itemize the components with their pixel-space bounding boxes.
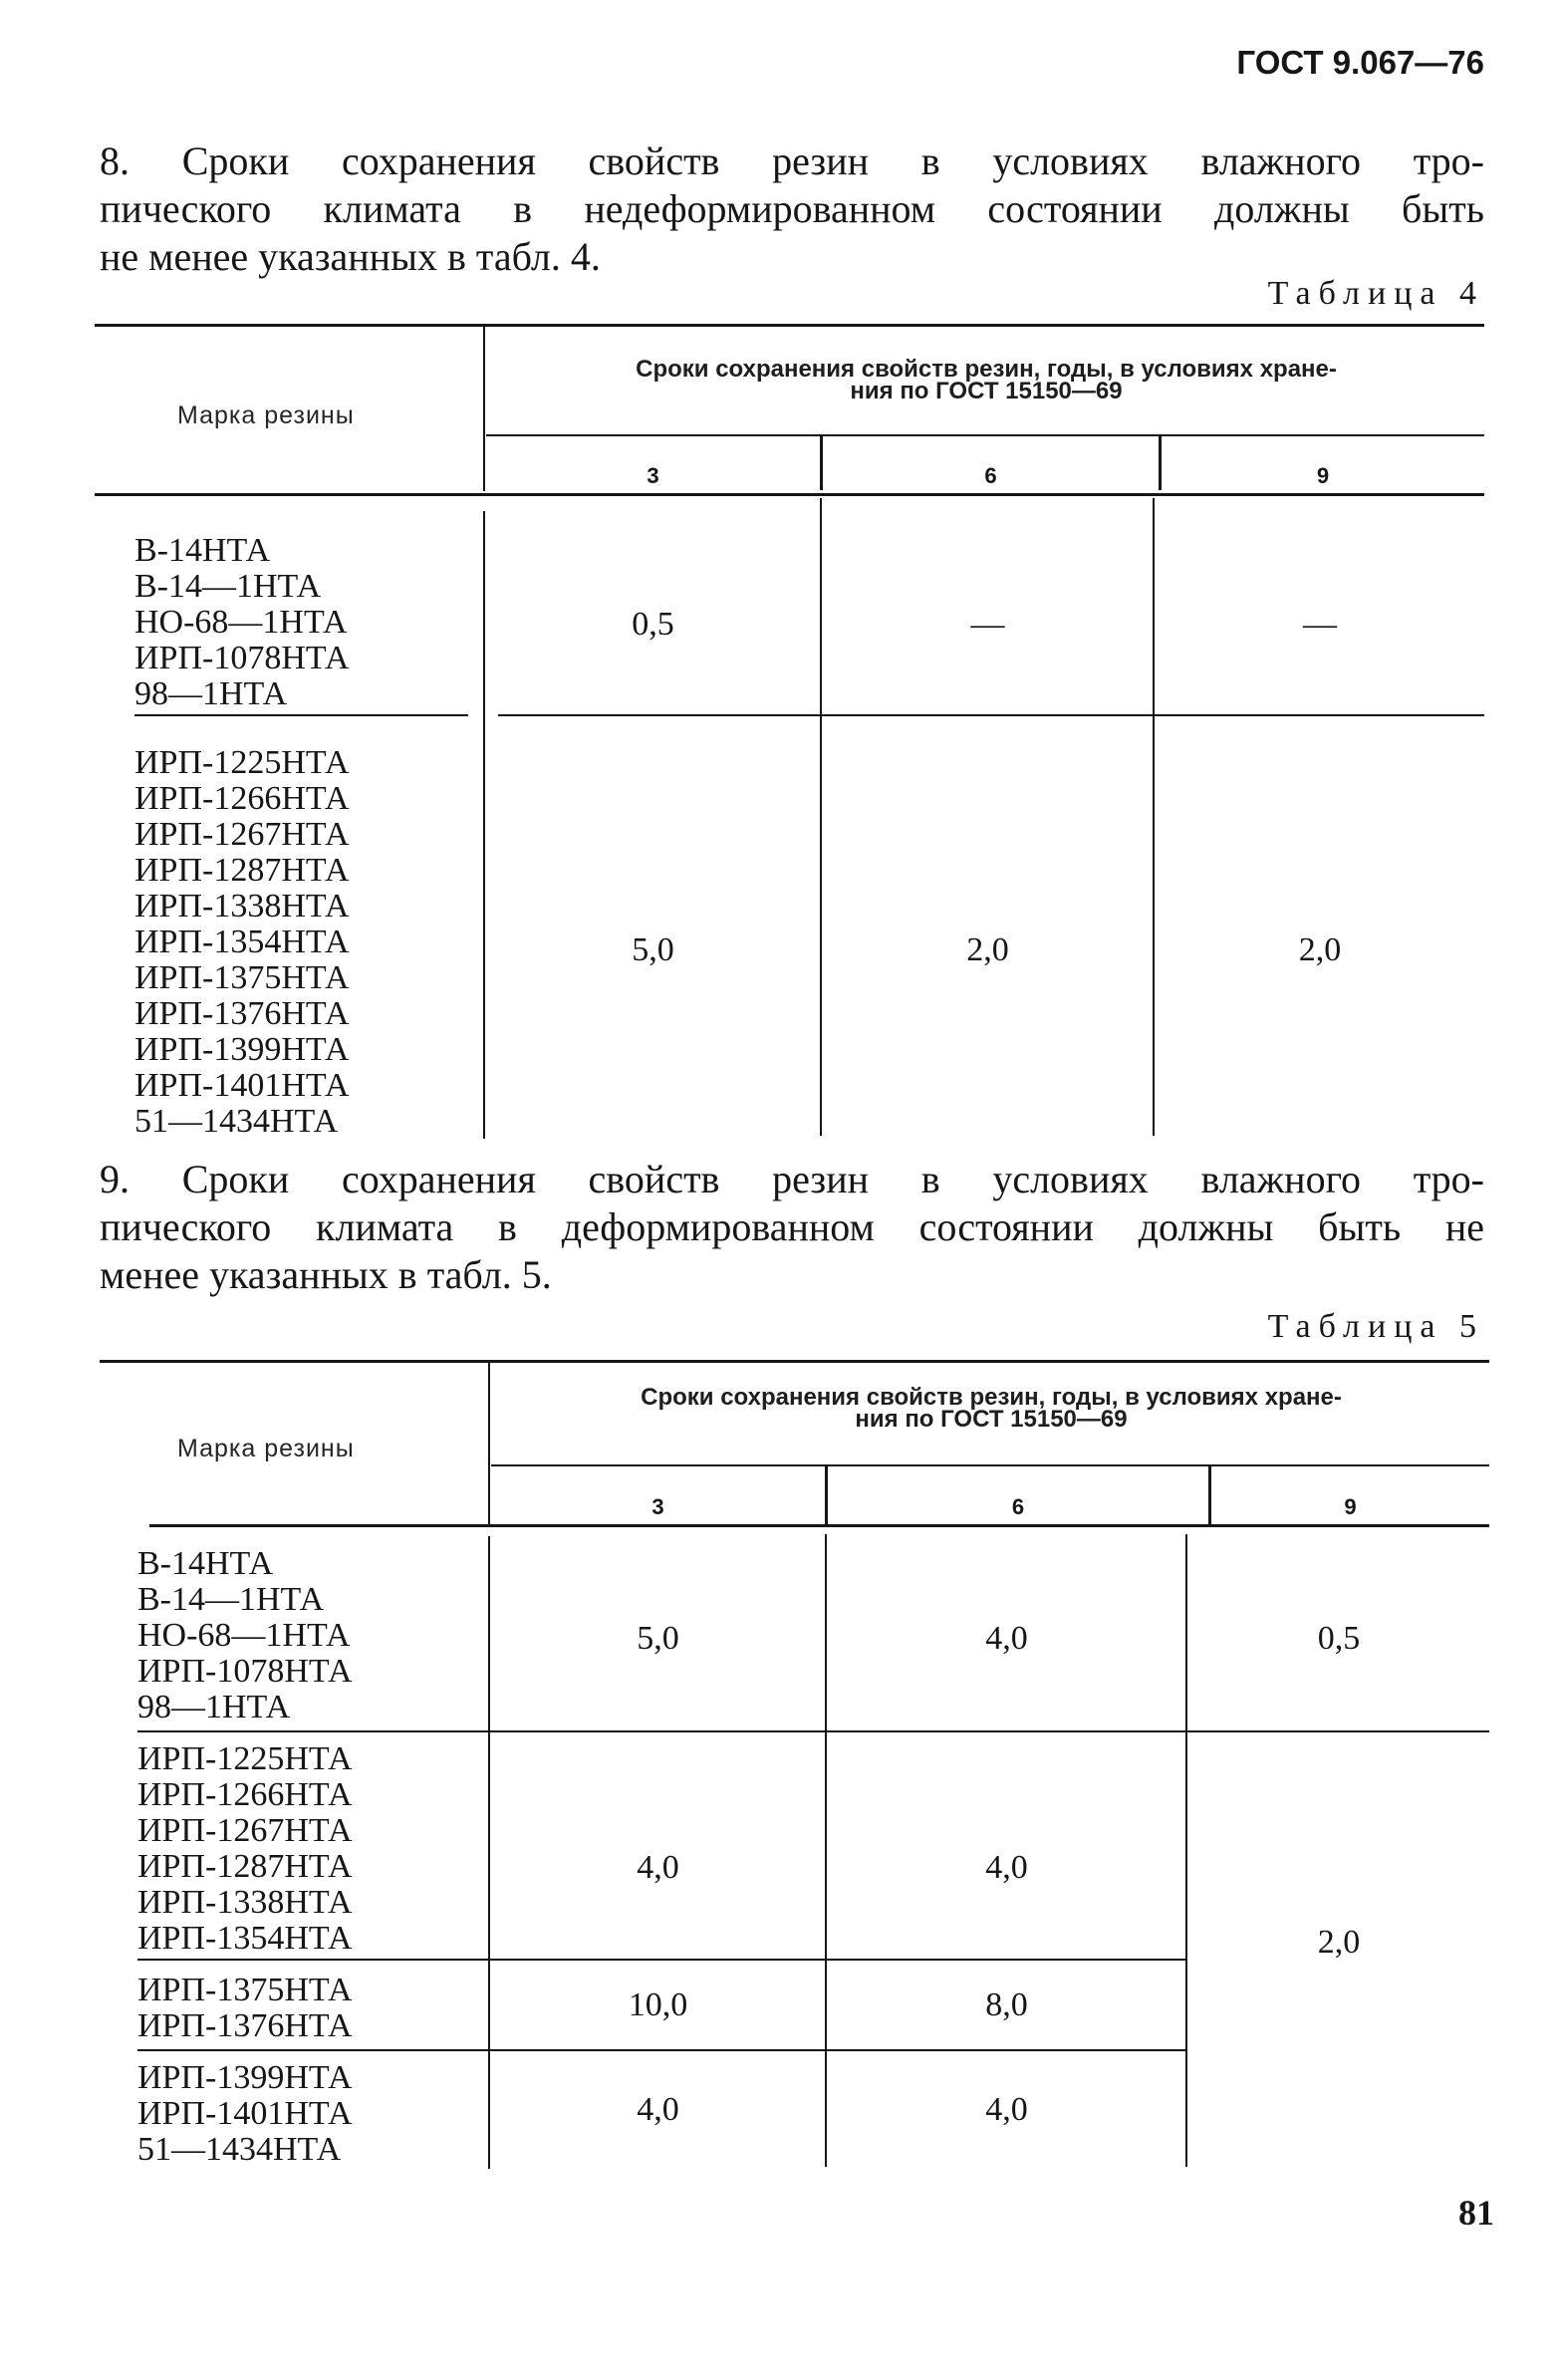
paragraph-8-line: не менее указанных в табл. 4.	[100, 234, 601, 279]
paragraph-9-line: менее указанных в табл. 5.	[100, 1252, 552, 1297]
table-4-brand: 51—1434НТА	[134, 1103, 339, 1140]
table-4-group-2-col-6: 2,0	[966, 931, 1009, 968]
table-4-period-header-line: ния по ГОСТ 15150—69	[850, 378, 1123, 404]
table-5-group-rule	[137, 1959, 1185, 1961]
table-5-group-3-col-6: 8,0	[985, 1986, 1028, 2023]
table-5-period-header-line: ния по ГОСТ 15150—69	[855, 1406, 1128, 1433]
table-4-group-1-col-3: 0,5	[632, 606, 674, 643]
page-number: 81	[1458, 2193, 1494, 2233]
table-5-top-rule	[100, 1360, 1489, 1363]
table-4-col-9-header: 9	[1316, 463, 1330, 488]
table-5-brand: ИРП-1266НТА	[137, 1776, 353, 1813]
paragraph-9	[100, 1156, 1484, 1299]
table-5-group-rule	[137, 1730, 1489, 1732]
table-4-header-divider	[483, 327, 485, 491]
table-4-brand-header: Марка резины	[177, 401, 355, 429]
table-5-header-divider	[488, 1363, 490, 1527]
table-4-col-6-header: 6	[984, 463, 997, 488]
table-5-group-3-col-3: 10,0	[628, 1986, 688, 2023]
table-4-period-header-line: Сроки сохранения свойств резин, годы, в условиях хране-	[636, 356, 1337, 383]
table-5-col-9-header: 9	[1344, 1494, 1357, 1519]
table-5-brand: ИРП-1225НТА	[137, 1740, 353, 1777]
table-4-brand: ИРП-1267НТА	[134, 816, 350, 853]
table-4-body-divider	[820, 498, 822, 1136]
table-4-body-divider	[1153, 498, 1155, 1136]
table-5-brand-header: Марка резины	[177, 1435, 355, 1462]
table-4-brand: ИРП-1376НТА	[134, 995, 350, 1032]
table-4-brand: ИРП-1338НТА	[134, 888, 350, 925]
table-4-group-1-col-6: —	[970, 606, 1005, 643]
table-5-group-2-brands	[137, 1741, 353, 1957]
table-4-group-2-col-9: 2,0	[1298, 931, 1342, 968]
table-4-group-rule	[134, 714, 468, 716]
table-5-group-4-col-6: 4,0	[985, 2091, 1028, 2128]
table-5-caption: Таблица 5	[1267, 1308, 1484, 1345]
table-4-brand: ИРП-1401НТА	[134, 1067, 350, 1104]
table-5-group-4-col-3: 4,0	[637, 2091, 679, 2128]
table-4-group-2-brands	[134, 745, 350, 1140]
table-4-group-1-col-9: —	[1303, 606, 1337, 643]
table-5-brand: В-14—1НТА	[137, 1581, 325, 1618]
paragraph-8-line: пического климата в недеформированном состоянии должны быть	[100, 186, 1484, 231]
table-4-brand: ИРП-1266НТА	[134, 780, 350, 817]
table-5-body-divider	[488, 1536, 490, 2169]
table-4-brand: ИРП-1225НТА	[134, 744, 350, 781]
table-4-brand: ИРП-1354НТА	[134, 924, 350, 960]
table-5-body-divider	[1185, 1534, 1187, 2167]
table-4-group-1-brands	[134, 533, 350, 712]
table-5-brand: 51—1434НТА	[137, 2131, 342, 2168]
table-5-brand: ИРП-1338НТА	[137, 1884, 353, 1921]
table-5-group-2-col-6: 4,0	[985, 1849, 1028, 1886]
table-4-top-rule	[95, 324, 1484, 327]
table-5-brand: ИРП-1267НТА	[137, 1812, 353, 1849]
table-4-period-header	[498, 356, 1474, 404]
table-4-caption: Таблица 4	[1267, 275, 1484, 312]
table-4-brand: В-14—1НТА	[134, 568, 322, 605]
paragraph-9-line: 9. Сроки сохранения свойств резин в условиях влажного тро-	[100, 1157, 1484, 1201]
document-code: ГОСТ 9.067—76	[1236, 44, 1484, 81]
table-5-col-6-header: 6	[1011, 1494, 1025, 1519]
table-4-group-2-col-3: 5,0	[632, 931, 674, 968]
table-4-brand: В-14НТА	[134, 532, 271, 569]
table-4-brand: НО-68—1НТА	[134, 604, 348, 641]
table-5-brand: ИРП-1401НТА	[137, 2095, 353, 2132]
table-4-subheader-rule	[486, 434, 1484, 436]
table-4-col-3-header: 3	[647, 463, 659, 488]
table-5-merged-col-9: 2,0	[1317, 1924, 1361, 1961]
table-5-group-1-col-9: 0,5	[1317, 1620, 1361, 1657]
table-4-brand: ИРП-1375НТА	[134, 959, 350, 996]
paragraph-8-line: 8. Сроки сохранения свойств резин в условиях влажного тро-	[100, 138, 1484, 183]
table-5-group-rule	[137, 2049, 1185, 2051]
table-5-period-header-line: Сроки сохранения свойств резин, годы, в условиях хране-	[641, 1384, 1342, 1411]
table-5-brand: В-14НТА	[137, 1545, 274, 1582]
table-5-group-1-brands	[137, 1546, 353, 1725]
table-5-period-header	[503, 1384, 1479, 1433]
table-4-body-divider	[483, 511, 485, 1139]
table-5-group-1-col-3: 5,0	[637, 1620, 679, 1657]
table-4-brand: ИРП-1078НТА	[134, 640, 350, 676]
table-5-brand: ИРП-1399НТА	[137, 2059, 353, 2096]
table-5-brand: ИРП-1354НТА	[137, 1920, 353, 1957]
table-5-body-divider	[825, 1534, 827, 2167]
table-5-brand: ИРП-1078НТА	[137, 1653, 353, 1690]
table-4-brand: ИРП-1287НТА	[134, 852, 350, 889]
table-5-brand: НО-68—1НТА	[137, 1617, 351, 1654]
paragraph-8	[100, 137, 1484, 281]
table-5-group-1-col-6: 4,0	[985, 1620, 1028, 1657]
table-5-brand: ИРП-1287НТА	[137, 1848, 353, 1885]
table-4-brand: 98—1НТА	[134, 675, 288, 712]
table-5-group-2-col-3: 4,0	[637, 1849, 679, 1886]
table-5-subheader-rule	[491, 1464, 1489, 1466]
table-5-col-3-header: 3	[651, 1494, 664, 1519]
table-4-group-rule	[498, 714, 1484, 716]
table-4-header-rule	[95, 493, 1484, 496]
table-5-brand: ИРП-1376НТА	[137, 2007, 353, 2044]
table-5-header-rule	[149, 1524, 1489, 1527]
paragraph-9-line: пического климата в деформированном состоянии должны быть не	[100, 1204, 1484, 1249]
table-4-brand: ИРП-1399НТА	[134, 1031, 350, 1068]
table-5-brand: 98—1НТА	[137, 1689, 291, 1725]
table-5-brand: ИРП-1375НТА	[137, 1972, 353, 2008]
table-5-group-3-brands	[137, 1973, 353, 2044]
table-5-group-4-brands	[137, 2060, 353, 2168]
